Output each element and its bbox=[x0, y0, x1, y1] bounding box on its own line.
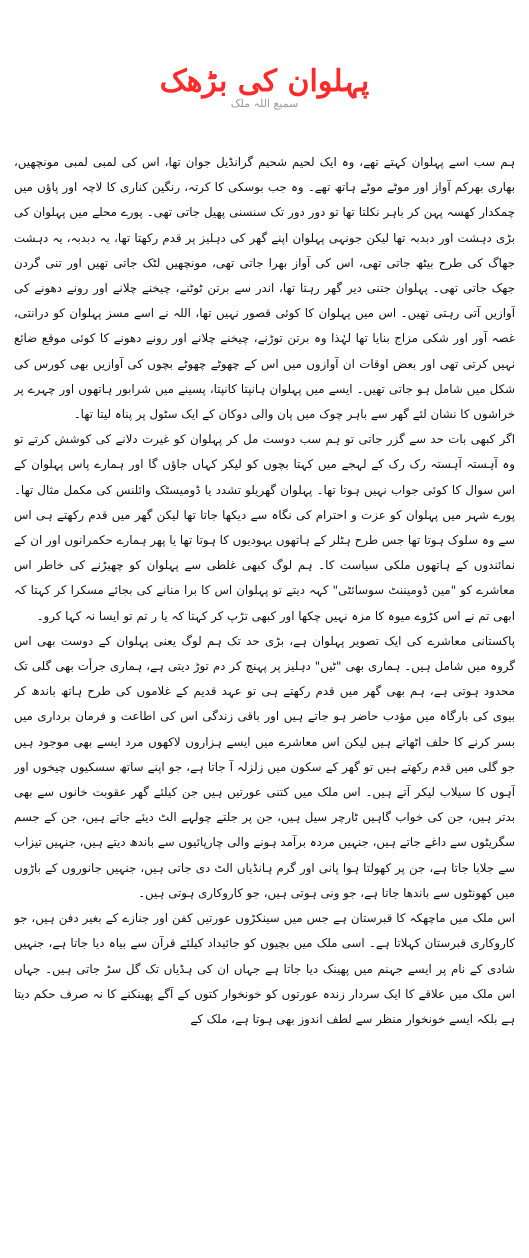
article-body bbox=[14, 150, 515, 1250]
article-paragraph: ہم سب اسے پہلوان کہتے تھے، وہ ایک لحیم شحیم گرانڈیل جوان تھا، اس کی لمبی لمبی مونچھیں، بھاری بھرکم آواز اور موٹے موٹے ہاتھ تھے۔ وہ جب بوسکی کا کرتہ، رنگین کناری کا لاچہ اور پاؤں میں چمکدار کھسہ پہن کر باہر نکلتا تھا تو دور دور تک سنسنی پھیل جاتی تھی۔ پورے محلے میں پہلوان کی بڑی دہشت اور دبدبہ تھا لیکن جونہی پہلوان اپنے گھر کی دہلیز پر قدم رکھتا تھا، یہ دبدبہ، یہ دہشت جھاگ کی طرح بیٹھ جاتی تھی، اس کی آواز بھرا جاتی تھی، مونچھیں لٹک جاتی تھیں اور تنی گردن جھک جاتی تھی۔ پہلوان جتنی دیر گھر رہتا تھا، اندر سے برتن ٹوٹنے، چیخنے چلانے اور رونے دھونے کی آوازیں آتی رہتی تھیں۔ اس میں پہلوان کا کوئی قصور نہیں تھا، اللہ نے اسے مسز پہلوان کو درانتی، غصہ آور اور شکی مزاج بنایا تھا لہٰذا وہ برتن توڑنے، چیخنے چلانے اور رونے دھونے کا کوئی موقع ضائع نہیں کرتی تھی اور بعض اوقات ان آوازوں میں اس کے چھوٹے چھوٹے بچوں کی آوازیں بھی کورس کی شکل میں شامل ہو جاتی تھیں۔ ایسے میں پہلوان ہانپتا کانپتا، پسینے میں شرابور ہاتھوں اور چہرے پر خراشوں کا نشان لئے گھر سے باہر چوک میں پان والی دوکان کے ایک سٹول پر پناہ لیتا تھا۔ bbox=[14, 155, 515, 422]
article-paragraph: اگر کبھی بات حد سے گزر جاتی تو ہم سب دوست مل کر پہلوان کو غیرت دلانے کی کوشش کرتے تو وہ آہستہ آہستہ رک رک کے لہجے میں کہتا بچوں کو لیکر کہاں جاؤں گا اور ہمارے پاس پہلوان کے اس سوال کا کوئی جواب نہیں ہوتا تھا۔ پہلوان گھریلو تشدد یا ڈومیسٹک وائلنس کی مکمل مثال تھا۔ پورے شہر میں پہلوان کو عزت و احترام کی نگاہ سے دیکھا جاتا تھا لیکن گھر میں قدم رکھتے ہی اس سے وہ سلوک ہوتا تھا جس طرح ہٹلر کے ہاتھوں یہودیوں کا ہوتا تھا یا پھر ہمارے حکمرانوں اور ان کے نمائندوں کے ہاتھوں ملکی سیاست کا۔ ہم لوگ کبھی غلطی سے پہلوان کو چھیڑنے کی خاطر اس معاشرے کو "مین ڈومیننٹ سوسائٹی" کہہ دیتے تو پہلوان اس کا برا منانے کی بجائے مسکرا کر کہتا کہ ابھی تم نے اس کڑوے میوہ کا مزہ نہیں چکھا اور کبھی تڑپ کر کہتا کہ یا ر تم تو ایسا نہ کہا کرو۔ bbox=[14, 432, 515, 623]
article-paragraph: پاکستانی معاشرے کی ایک تصویر پہلوان ہے، بڑی حد تک ہم لوگ یعنی پہلوان کے دوست بھی اس گروہ میں شامل ہیں۔ ہماری بھی "ٹیں" دہلیز پر پہنچ کر دم توڑ دیتی ہے، ہماری جرأت بھی گلی تک محدود ہوتی ہے، ہم بھی گھر میں قدم رکھتے ہی تو عہد قدیم کے غلاموں کی طرح ہاتھ باندھ کر بیوی کی بارگاہ میں مؤدب حاضر ہو جاتے ہیں اور باقی زندگی اس کی اطاعت و فرمان برداری میں بسر کرنے کا حلف اٹھاتے ہیں لیکن اس معاشرے میں ایسے ہزاروں لاکھوں مرد ایسے بھی موجود ہیں جو گلی میں قدم رکھتے ہیں تو گھر کے سکون میں زلزلہ آ جاتا ہے، جو اپنے ساتھ سسکیوں چیخوں اور آہوں کا سیلاب لیکر آتے ہیں۔ اس ملک میں کتنی عورتیں ہیں جن کیلئے گھر عقوبت خانوں سے بھی بدتر ہیں، جن کی خواب گاہیں ٹارچر سیل ہیں، جن پر جلتے چولہے الٹ دیئے جاتے ہیں، جن کے جسم سگریٹوں سے داغے جاتے ہیں، جنہیں مردہ برآمد ہونے والی چارپائیوں سے باندھ دیتے ہیں، جنہیں تیزاب سے جلایا جاتا ہے، جن پر کھولتا ہوا پانی اور گرم ہانڈیاں الٹ دی جاتی ہیں، جنہیں جانوروں کے باڑوں میں کھونٹوں سے باندھا جاتا ہے، جو ونی ہوتی ہیں، جو کاروکاری ہوتی ہیں۔ bbox=[14, 633, 515, 900]
author-byline: سمیع اللہ ملک bbox=[230, 97, 299, 110]
article-paragraph: اس ملک میں ماچھکہ کا قبرستان ہے جس میں سینکڑوں عورتیں کفن اور جنازے کے بغیر دفن ہیں، جو کاروکاری قبرستان کہلاتا ہے۔ اسی ملک میں بچیوں کو جائیداد کیلئے قرآن سے بیاہ دیا جاتا ہے، جنہیں شادی کے نام پر ایسے جہنم میں پھینک دیا جاتا ہے جہاں ان کی ہڈیاں تک گل سڑ جاتی ہیں۔ جہاں اس ملک میں علاقے کا ایک سردار زندہ عورتوں کو خونخوار کتوں کے آگے پھینکنے کا نہ صرف حکم دیتا ہے بلکہ ایسے خونخوار منظر سے لطف اندوز بھی ہوتا ہے، ملک کے bbox=[14, 911, 515, 1026]
article-title: پہلوان کی بڑھک bbox=[159, 64, 370, 100]
